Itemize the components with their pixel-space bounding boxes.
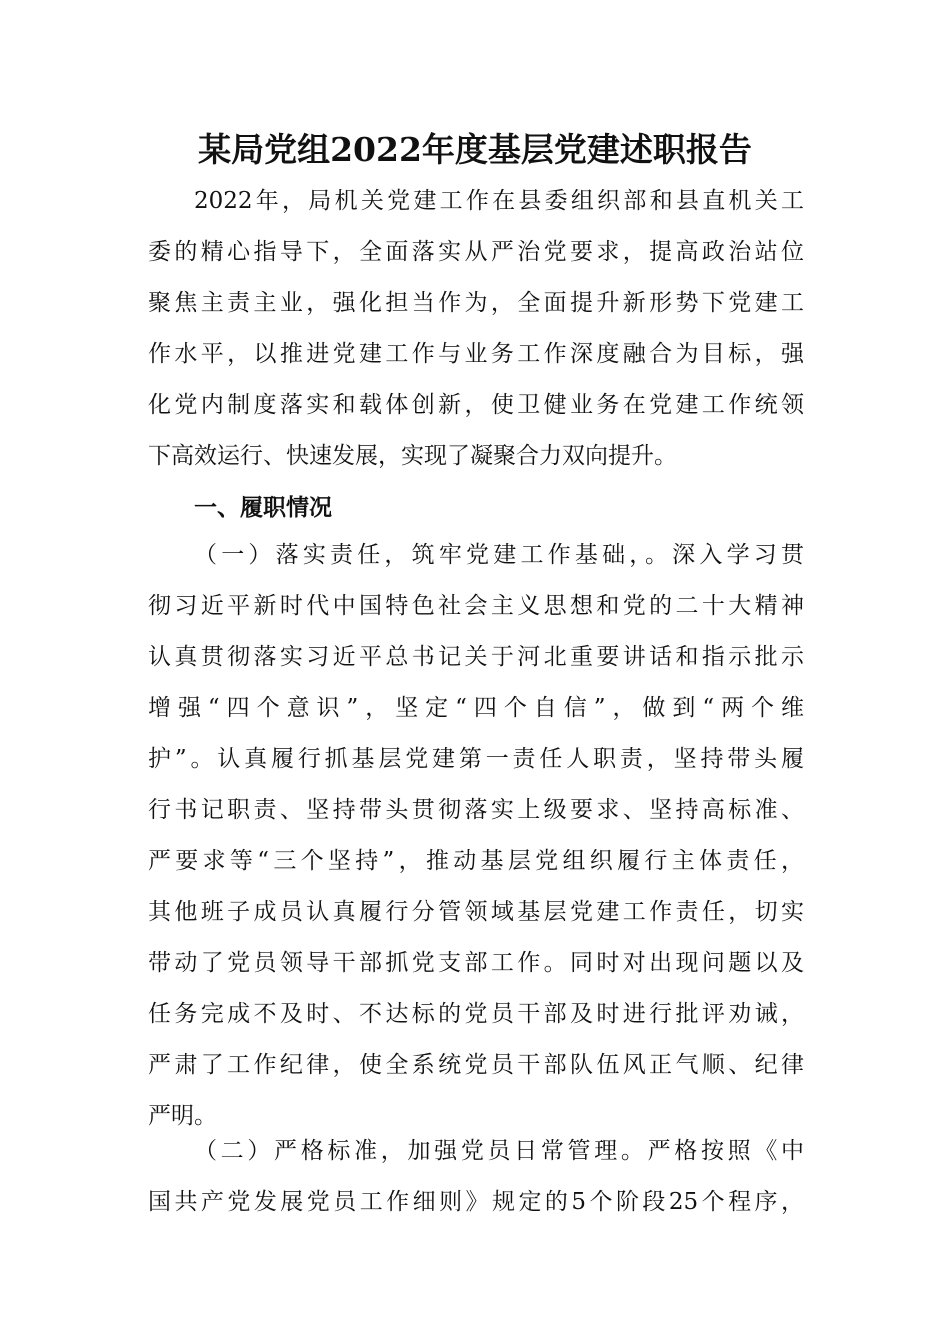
intro-line: 委的精心指导下，全面落实从严治党要求，提高政治站位	[148, 239, 804, 265]
intro-line: 聚焦主责主业，强化担当作为，全面提升新形势下党建工	[148, 290, 804, 316]
paragraph-line: 严肃了工作纪律，使全系统党员干部队伍风正气顺、纪律	[148, 1052, 804, 1078]
section-1-heading: 一、履职情况	[194, 494, 332, 521]
intro-paragraph	[148, 176, 804, 482]
paragraph-line: 护”。认真履行抓基层党建第一责任人职责，坚持带头履	[148, 746, 804, 772]
intro-line: 作水平，以推进党建工作与业务工作深度融合为目标，强	[148, 341, 804, 367]
paragraph-line: 行书记职责、坚持带头贯彻落实上级要求、坚持高标准、	[148, 797, 804, 823]
paragraph-line: 认真贯彻落实习近平总书记关于河北重要讲话和指示批示	[148, 644, 804, 670]
intro-line: 化党内制度落实和载体创新，使卫健业务在党建工作统领	[148, 392, 804, 418]
paragraph-line: 国共产党发展党员工作细则》规定的5个阶段25个程序，	[148, 1189, 804, 1215]
paragraph-line: 彻习近平新时代中国特色社会主义思想和党的二十大精神	[148, 593, 804, 619]
document-title: 某局党组2022年度基层党建述职报告	[198, 130, 752, 169]
paragraph-line: 任务完成不及时、不达标的党员干部及时进行批评劝诫，	[148, 1001, 804, 1027]
section-1-paragraph-1	[148, 530, 804, 1142]
paragraph-line: （二）严格标准，加强党员日常管理。严格按照《中	[194, 1138, 804, 1164]
paragraph-line: （一）落实责任，筑牢党建工作基础，。深入学习贯	[194, 542, 804, 568]
paragraph-line: 增强“四个意识”，坚定“四个自信”，做到“两个维	[148, 695, 804, 721]
section-1-paragraph-2	[148, 1126, 804, 1228]
paragraph-line: 其他班子成员认真履行分管领域基层党建工作责任，切实	[148, 899, 804, 925]
paragraph-line: 带动了党员领导干部抓党支部工作。同时对出现问题以及	[148, 950, 804, 976]
paragraph-line: 严明。	[148, 1103, 217, 1129]
intro-line: 2022年，局机关党建工作在县委组织部和县直机关工	[194, 188, 804, 214]
section-heading	[148, 482, 804, 533]
intro-line: 下高效运行、快速发展，实现了凝聚合力双向提升。	[148, 443, 677, 469]
paragraph-line: 严要求等“三个坚持”，推动基层党组织履行主体责任，	[148, 848, 804, 874]
